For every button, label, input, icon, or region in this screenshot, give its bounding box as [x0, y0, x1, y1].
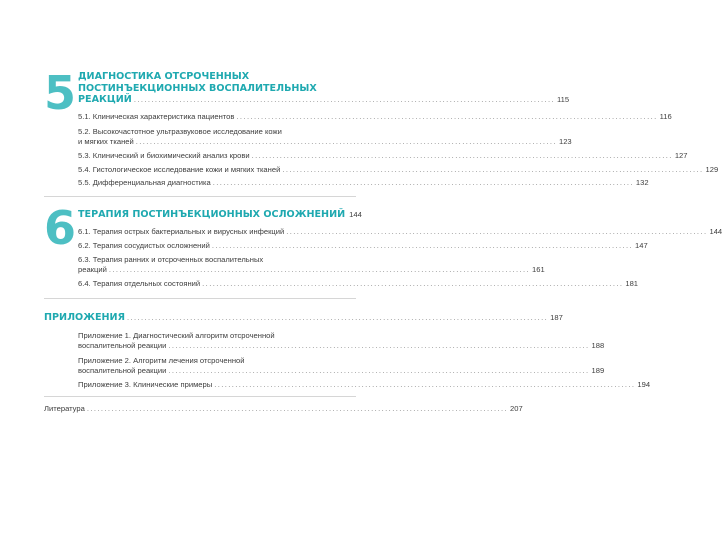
toc-entry-5-3[interactable]	[78, 151, 688, 161]
toc-entry-label: 5.1. Клиническая характеристика пациентов	[78, 112, 235, 121]
chapter-5-number: 5	[44, 66, 77, 120]
toc-entry-label: 5.5. Дифференциальная диагностика	[78, 178, 211, 187]
toc-entry-label: 5.3. Клинический и биохимический анализ крови	[78, 151, 250, 160]
toc-entry-6-3[interactable]	[78, 265, 545, 275]
toc-entry-6-3-line1: 6.3. Терапия ранних и отсроченных воспалительных	[78, 255, 264, 264]
appendix-entry-1[interactable]	[78, 341, 605, 351]
toc-entry-label: Приложение 3. Клинические примеры	[78, 380, 213, 389]
toc-entry-label: воспалительной реакции	[78, 341, 167, 350]
dot-leader: ........................................................................................................................	[86, 404, 509, 413]
toc-entry-6-1[interactable]	[78, 227, 722, 237]
toc-entry-page: 161	[532, 265, 545, 274]
chapter-6-title-row[interactable]	[78, 209, 362, 221]
toc-entry-5-5[interactable]	[78, 178, 649, 188]
toc-entry-label: 6.2. Терапия сосудистых осложнений	[78, 241, 210, 250]
appendix-entry-3[interactable]	[78, 380, 651, 390]
dot-leader: ........................................................................................................................	[135, 137, 557, 146]
toc-entry-page: 144	[709, 227, 722, 236]
toc-entry-page: 194	[637, 380, 651, 389]
dot-leader: ........................................................................................................................	[212, 178, 634, 187]
chapter-5-title-line1: ДИАГНОСТИКА ОТСРОЧЕННЫХ	[78, 71, 250, 82]
literature-label: Литература	[44, 404, 85, 413]
dot-leader: ........................................................................................................................	[286, 227, 708, 236]
dot-leader: ........................................................................................................................	[168, 341, 590, 350]
appendix-1-line1: Приложение 1. Диагностический алгоритм отсроченной	[78, 331, 275, 340]
chapter-5-title-row[interactable]	[78, 94, 570, 106]
toc-entry-page: 116	[659, 112, 672, 121]
chapter-6-number: 6	[44, 201, 77, 255]
dot-leader: ........................................................................................................................	[168, 366, 590, 375]
toc-entry-6-2[interactable]	[78, 241, 648, 251]
chapter-5-title-line2: ПОСТИНЪЕКЦИОННЫХ ВОСПАЛИТЕЛЬНЫХ	[78, 83, 317, 94]
section-divider	[44, 396, 356, 397]
literature-entry[interactable]	[44, 404, 523, 414]
section-divider	[44, 298, 356, 299]
chapter-6-page: 144	[349, 210, 362, 219]
dot-leader: ........................................................................................................................	[108, 265, 531, 274]
toc-entry-label: и мягких тканей	[78, 137, 134, 146]
dot-leader: ........................................................................................................................	[251, 151, 673, 160]
dot-leader: ........................................................................................................................	[211, 241, 634, 250]
appendix-2-line1: Приложение 2. Алгоритм лечения отсроченной	[78, 356, 245, 365]
toc-entry-label: реакций	[78, 265, 107, 274]
toc-entry-page: 129	[705, 165, 719, 174]
toc-entry-label: воспалительной реакции	[78, 366, 167, 375]
dot-leader: ........................................................................................................................	[282, 165, 704, 174]
toc-entry-5-2-line1: 5.2. Высокочастотное ультразвуковое исследование кожи	[78, 127, 282, 136]
chapter-5-page: 115	[557, 95, 570, 104]
toc-entry-page: 127	[674, 151, 688, 160]
toc-entry-page: 181	[625, 279, 639, 288]
toc-entry-label: 6.1. Терапия острых бактериальных и вирусных инфекций	[78, 227, 285, 236]
toc-entry-5-4[interactable]	[78, 165, 719, 175]
appendix-entry-2[interactable]	[78, 366, 605, 376]
appendix-page: 187	[550, 313, 563, 322]
dot-leader: ........................................................................................................................	[126, 313, 549, 322]
toc-entry-page: 147	[635, 241, 648, 250]
dot-leader: ........................................................................................................................	[133, 95, 555, 104]
toc-entry-label: 5.4. Гистологическое исследование кожи и мягких тканей	[78, 165, 281, 174]
appendix-title: ПРИЛОЖЕНИЯ	[44, 312, 125, 323]
toc-entry-6-4[interactable]	[78, 279, 639, 289]
chapter-6-title: ТЕРАПИЯ ПОСТИНЪЕКЦИОННЫХ ОСЛОЖНЕНИЙ	[78, 209, 346, 220]
dot-leader: ........................................................................................................................	[236, 112, 658, 121]
toc-entry-5-1[interactable]	[78, 112, 672, 122]
toc-entry-page: 123	[558, 137, 572, 146]
toc-entry-page: 188	[591, 341, 605, 350]
toc-entry-5-2[interactable]	[78, 137, 572, 147]
toc-entry-page: 132	[635, 178, 649, 187]
section-divider	[44, 196, 356, 197]
appendix-title-row[interactable]	[44, 312, 563, 324]
toc-entry-page: 189	[591, 366, 605, 375]
dot-leader: ........................................................................................................................	[202, 279, 624, 288]
toc-entry-label: 6.4. Терапия отдельных состояний	[78, 279, 201, 288]
literature-page: 207	[510, 404, 523, 413]
chapter-5-title-line3: РЕАКЦИЙ	[78, 94, 132, 105]
dot-leader: ........................................................................................................................	[214, 380, 636, 389]
